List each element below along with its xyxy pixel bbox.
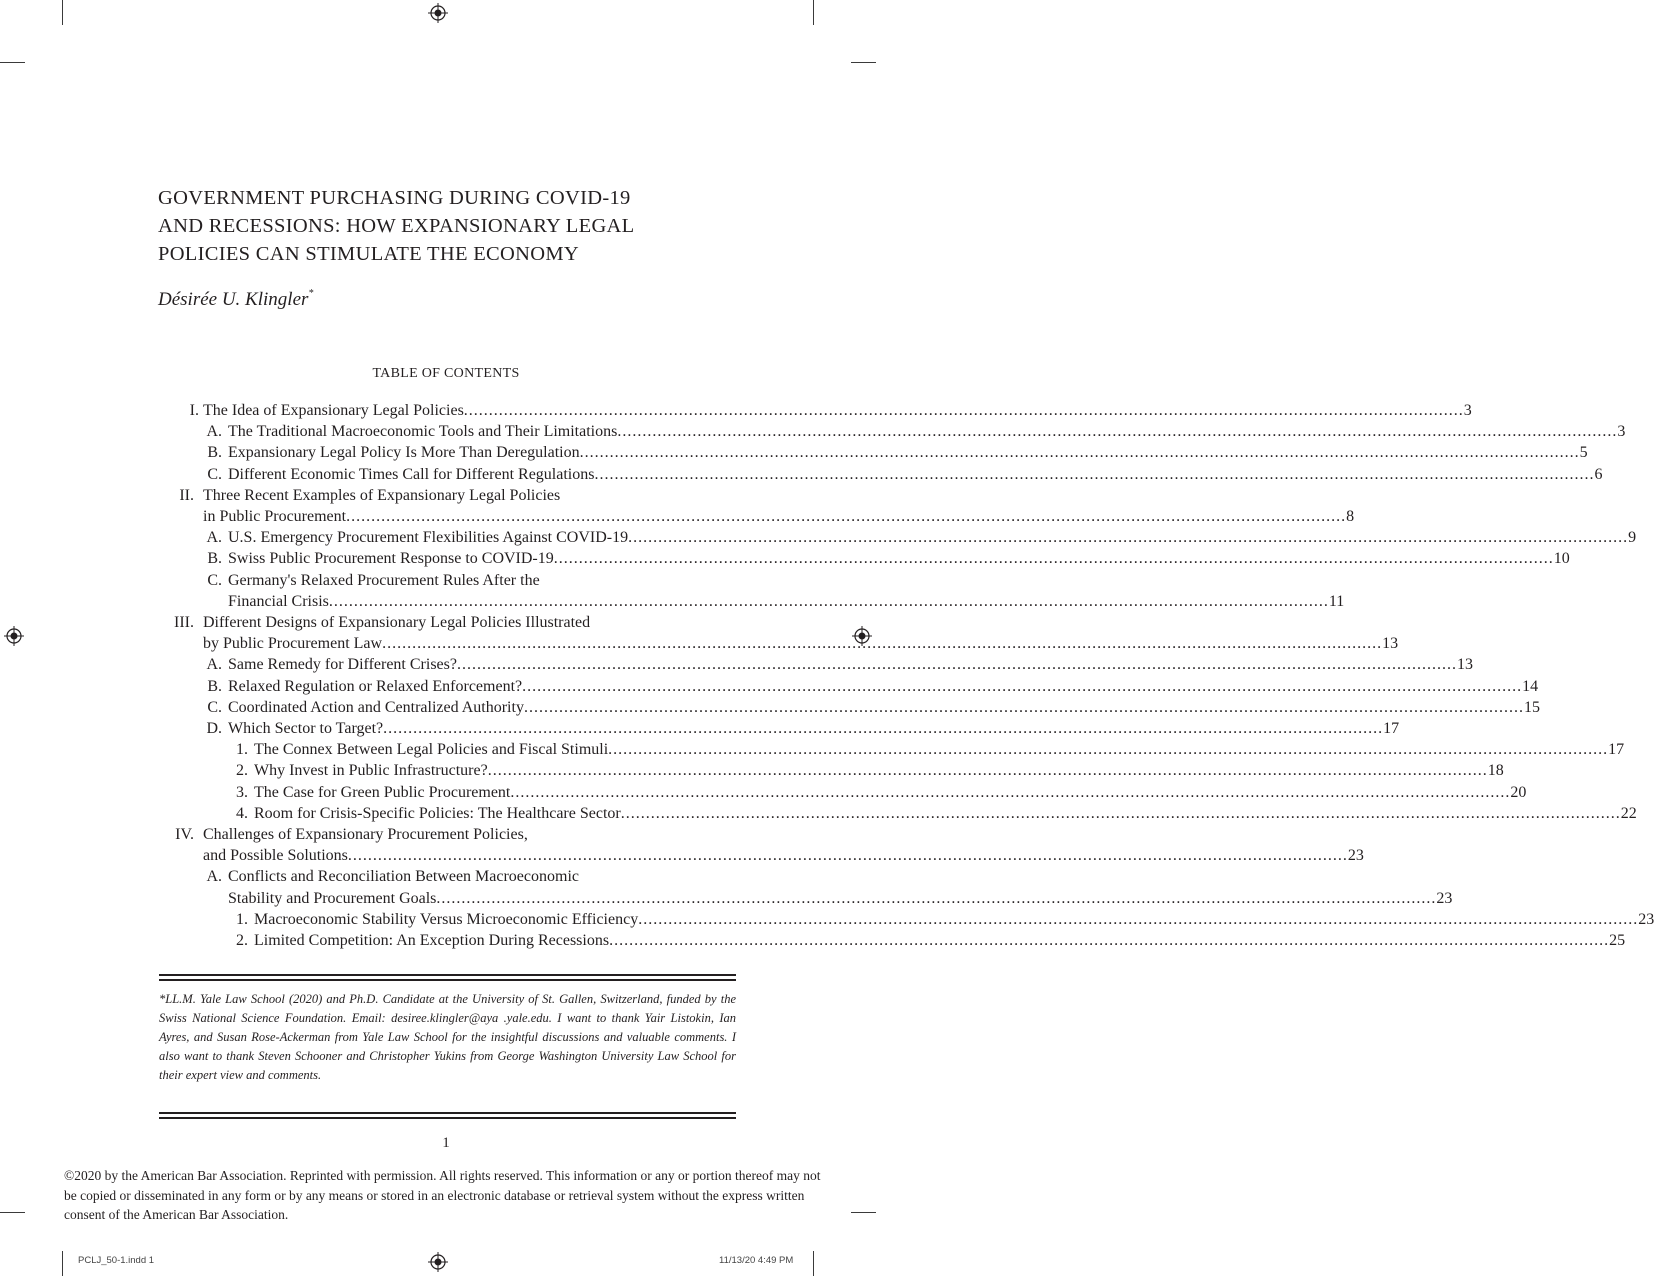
toc-leader-dots: ........................................................................................................................................................................................................	[487, 762, 1488, 780]
toc-entry	[0, 866, 736, 887]
toc-entry-title: by Public Procurement Law	[203, 635, 383, 653]
toc-entry	[0, 697, 1540, 718]
slug-file-name: PCLJ_50-1.indd 1	[78, 1255, 155, 1266]
toc-entry-title: Coordinated Action and Centralized Authority	[228, 698, 524, 716]
toc-entry-number: A.	[206, 423, 222, 441]
toc-entry	[0, 506, 1355, 527]
toc-entry	[0, 464, 1603, 485]
crop-mark	[62, 0, 63, 25]
toc-entry	[0, 442, 1588, 463]
author-name-text: Désirée U. Klingler	[158, 289, 309, 310]
toc-entry-title: Relaxed Regulation or Relaxed Enforcement?	[228, 677, 523, 695]
toc-entry-title: in Public Procurement	[203, 508, 347, 525]
toc-entry-title: Challenges of Expansionary Procurement Policies,	[203, 826, 528, 843]
toc-entry-number: 2.	[236, 932, 248, 949]
toc-entry	[0, 591, 1345, 612]
toc-entry-number: B.	[207, 444, 222, 462]
slug-timestamp: 11/13/20 4:49 PM	[719, 1255, 794, 1266]
toc-entry-title: The Connex Between Legal Policies and Fiscal Stimuli	[254, 741, 609, 759]
registration-mark-icon	[428, 3, 448, 23]
toc-entry	[0, 888, 1453, 909]
article-title-line-1: GOVERNMENT PURCHASING DURING COVID-19	[158, 187, 631, 209]
toc-entry-number: 1.	[236, 910, 248, 928]
toc-entry	[0, 570, 736, 591]
toc-leader-dots: ........................................................................................................................................................................................................	[463, 402, 1464, 419]
toc-entry-number: C.	[207, 571, 222, 589]
toc-entry-title: Macroeconomic Stability Versus Microeconomic Efficiency	[254, 910, 639, 928]
toc-leader-dots: ........................................................................................................................................................................................................	[328, 592, 1329, 610]
toc-entry-number: C.	[207, 465, 222, 483]
crop-mark	[813, 1251, 814, 1276]
toc-entry-number: I.	[189, 402, 199, 419]
toc-entry-page: 23	[1347, 847, 1364, 865]
toc-leader-dots: ........................................................................................................................................................................................................	[382, 635, 1383, 653]
toc-entry-title: Limited Competition: An Exception During Recessions	[254, 932, 610, 949]
crop-mark	[851, 1212, 876, 1213]
toc-entry	[0, 654, 1473, 675]
toc-entry-number: C.	[207, 698, 222, 716]
toc-leader-dots: ........................................................................................................................................................................................................	[523, 698, 1524, 716]
toc-entry-page: 13	[1382, 635, 1399, 653]
toc-heading: TABLE OF CONTENTS	[372, 366, 520, 381]
footnote-rule-bottom	[159, 1117, 736, 1119]
toc-leader-dots: ........................................................................................................................................................................................................	[436, 889, 1437, 907]
footnote-rule-bottom	[159, 1112, 736, 1114]
toc-entry-page: 14	[1522, 677, 1539, 695]
toc-leader-dots: ........................................................................................................................................................................................................	[620, 804, 1621, 822]
author-footnote-marker: *	[308, 288, 314, 299]
toc-entry-page: 8	[1346, 508, 1355, 525]
registration-mark-icon	[428, 1252, 448, 1272]
toc-entry-page: 3	[1617, 423, 1626, 441]
crop-mark	[0, 1212, 25, 1213]
toc-entry-title: Expansionary Legal Policy Is More Than Deregulation	[228, 444, 580, 462]
toc-entry-title: Financial Crisis	[228, 592, 329, 610]
toc-entry-page: 17	[1383, 720, 1400, 737]
toc-entry-number: II.	[179, 486, 194, 504]
toc-leader-dots: ........................................................................................................................................................................................................	[383, 720, 1384, 737]
toc-entry	[0, 485, 736, 506]
toc-entry	[0, 548, 1570, 569]
toc-entry	[0, 612, 736, 633]
toc-entry-title: Why Invest in Public Infrastructure?	[254, 762, 488, 780]
toc-entry	[0, 400, 1472, 421]
toc-entry	[0, 421, 1626, 442]
toc-entry-number: A.	[206, 868, 222, 886]
toc-entry-page: 23	[1638, 910, 1654, 928]
toc-entry-page: 6	[1594, 465, 1603, 483]
toc-entry-number: D.	[206, 720, 222, 737]
toc-entry-number: 2.	[236, 762, 248, 780]
toc-entry-title: Same Remedy for Different Crises?	[228, 656, 457, 674]
toc-leader-dots: ........................................................................................................................................................................................................	[638, 910, 1639, 928]
toc-entry-title: Swiss Public Procurement Response to COVID-19	[228, 550, 554, 568]
toc-entry-page: 17	[1608, 741, 1625, 759]
toc-entry	[0, 803, 1637, 824]
toc-entry	[0, 633, 1399, 654]
copyright-notice: ©2020 by the American Bar Association. Reprinted with permission. All rights reserved. This information or any or portion thereof may not be copied or disseminated in any form or by any means or stored in an electronic database or retrieval system without the express written consent of the American Bar Association.	[64, 1168, 821, 1222]
toc-entry-title: Conflicts and Reconciliation Between Macroeconomic	[228, 868, 579, 886]
toc-entry-page: 10	[1553, 550, 1570, 568]
toc-leader-dots: ........................................................................................................................................................................................................	[617, 423, 1618, 441]
footnote-rule-top	[159, 974, 736, 976]
toc-entry-title: Germany's Relaxed Procurement Rules After the	[228, 571, 540, 589]
toc-entry-number: 4.	[236, 804, 248, 822]
toc-entry-title: U.S. Emergency Procurement Flexibilities Against COVID-19	[228, 529, 629, 547]
toc-entry-page: 18	[1487, 762, 1504, 780]
toc-entry-page: 9	[1628, 529, 1637, 547]
toc-leader-dots: ........................................................................................................................................................................................................	[579, 444, 1580, 462]
toc-entry	[0, 527, 1637, 548]
crop-mark	[851, 62, 876, 63]
toc-entry-page: 15	[1523, 698, 1540, 716]
toc-entry	[0, 845, 1364, 866]
toc-entry	[0, 739, 1625, 760]
toc-entry-number: 3.	[236, 783, 248, 801]
toc-entry-number: A.	[206, 656, 222, 674]
toc-entry-number: 1.	[236, 741, 248, 759]
crop-mark	[0, 62, 25, 63]
toc-leader-dots: ........................................................................................................................................................................................................	[522, 677, 1523, 695]
crop-mark	[813, 0, 814, 25]
toc-entry-page: 22	[1620, 804, 1637, 822]
toc-entry-number: IV.	[175, 826, 194, 843]
toc-entry	[0, 760, 1504, 781]
toc-leader-dots: ........................................................................................................................................................................................................	[346, 508, 1347, 525]
article-title-line-3: POLICIES CAN STIMULATE THE ECONOMY	[158, 243, 579, 265]
toc-entry	[0, 782, 1527, 803]
toc-entry-number: B.	[207, 677, 222, 695]
article-title-line-2: AND RECESSIONS: HOW EXPANSIONARY LEGAL	[158, 215, 635, 237]
toc-entry-page: 13	[1456, 656, 1473, 674]
page-number: 1	[442, 1135, 450, 1151]
toc-leader-dots: ........................................................................................................................................................................................................	[628, 529, 1629, 547]
toc-entry-title: Stability and Procurement Goals	[228, 889, 437, 907]
toc-entry-title: Three Recent Examples of Expansionary Legal Policies	[203, 486, 561, 504]
toc-entry	[0, 676, 1539, 697]
toc-entry-number: III.	[174, 614, 194, 631]
toc-entry-page: 23	[1436, 889, 1453, 907]
toc-entry-title: The Case for Green Public Procurement	[254, 783, 511, 801]
toc-entry-page: 25	[1609, 932, 1626, 949]
toc-entry	[0, 930, 1626, 951]
toc-entry	[0, 718, 1400, 739]
author-name	[158, 288, 313, 311]
toc-entry-page: 20	[1510, 783, 1527, 801]
crop-mark	[62, 1251, 63, 1276]
toc-entry	[0, 824, 736, 845]
toc-leader-dots: ........................................................................................................................................................................................................	[456, 656, 1457, 674]
toc-entry-title: Different Economic Times Call for Different Regulations	[228, 465, 595, 483]
toc-leader-dots: ........................................................................................................................................................................................................	[347, 847, 1348, 865]
toc-entry-number: A.	[206, 529, 222, 547]
toc-leader-dots: ........................................................................................................................................................................................................	[510, 783, 1511, 801]
toc-entry-page: 11	[1328, 592, 1345, 610]
toc-entry-title: Room for Crisis-Specific Policies: The Healthcare Sector	[254, 804, 621, 822]
toc-leader-dots: ........................................................................................................................................................................................................	[608, 741, 1609, 759]
toc-entry-title: Which Sector to Target?	[228, 720, 384, 737]
toc-entry-number: B.	[207, 550, 222, 568]
footnote-rule-top	[159, 979, 736, 981]
author-footnote: *LL.M. Yale Law School (2020) and Ph.D. Candidate at the University of St. Gallen, Switzerland, funded by the Swiss National Science Foundation. Email: desiree.klingler@aya .yale.edu. I want to thank Yair Listokin, Ian Ayres, and Susan Rose-Ackerman from Yale Law School for the insightful discussions and valuable comments. I also want to thank Steven Schooner and Christopher Yukins from George Washington University Law School for their expert view and comments.	[159, 992, 736, 1082]
toc-entry-page: 3	[1463, 402, 1472, 419]
toc-entry-title: and Possible Solutions	[203, 847, 348, 865]
toc-entry-title: Different Designs of Expansionary Legal Policies Illustrated	[203, 614, 591, 631]
toc-entry-page: 5	[1579, 444, 1588, 462]
toc-leader-dots: ........................................................................................................................................................................................................	[594, 465, 1595, 483]
toc-entry-title: The Traditional Macroeconomic Tools and Their Limitations	[228, 423, 618, 441]
toc-entry-title: The Idea of Expansionary Legal Policies	[203, 402, 464, 419]
toc-entry	[0, 909, 1654, 930]
toc-leader-dots: ........................................................................................................................................................................................................	[609, 932, 1610, 949]
toc-leader-dots: ........................................................................................................................................................................................................	[553, 550, 1554, 568]
